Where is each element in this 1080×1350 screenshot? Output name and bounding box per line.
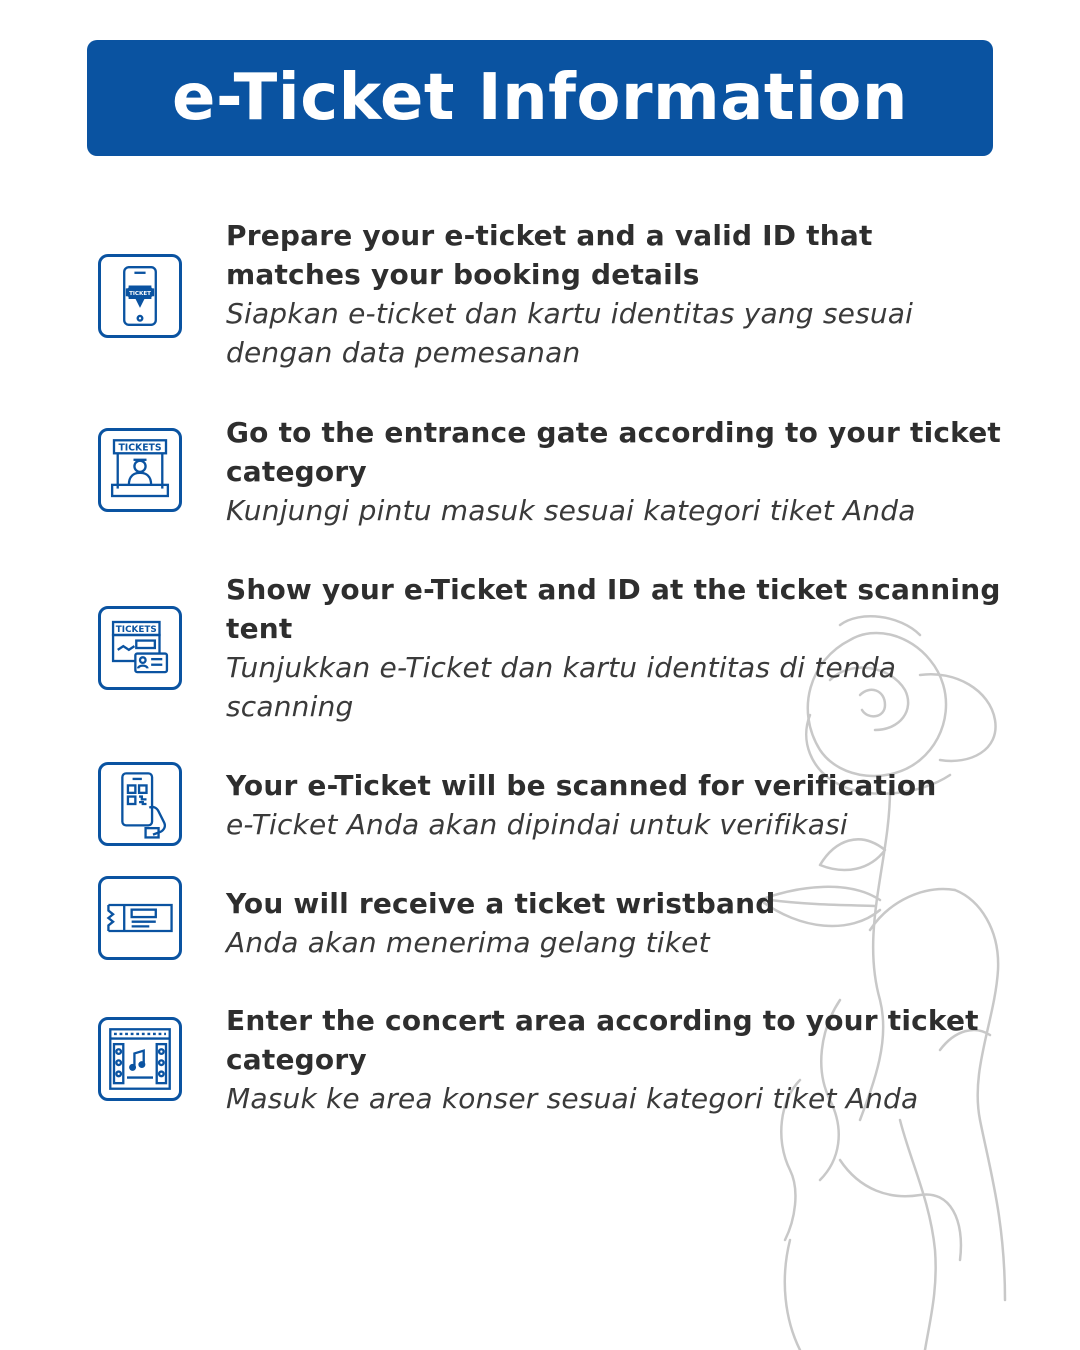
svg-text:TICKETS: TICKETS	[115, 625, 157, 636]
ticket-scanning-tent-icon	[98, 606, 182, 690]
page-title: e-Ticket Information	[172, 61, 908, 135]
step-translation: e-Ticket Anda akan dipindai untuk verifikasi	[226, 808, 848, 841]
step-title: Prepare your e-ticket and a valid ID that matches your booking details	[226, 219, 873, 291]
ticket-booth-icon	[98, 428, 182, 512]
step-translation: Kunjungi pintu masuk sesuai kategori tiket Anda	[226, 494, 916, 527]
concert-stage-icon	[98, 1017, 182, 1101]
qr-scan-phone-icon	[98, 762, 182, 846]
step-title: Enter the concert area according to your ticket category	[226, 1004, 979, 1076]
svg-text:TICKETS: TICKETS	[118, 442, 162, 454]
step-translation: Masuk ke area konser sesuai kategori tiket Anda	[226, 1082, 919, 1115]
wristband-ticket-icon	[98, 876, 182, 960]
step-title: Go to the entrance gate according to your ticket category	[226, 416, 1002, 488]
step-translation: Anda akan menerima gelang tiket	[226, 926, 710, 959]
svg-text:TICKET: TICKET	[129, 291, 151, 298]
step-title: You will receive a ticket wristband	[226, 887, 776, 920]
step-translation: Tunjukkan e-Ticket dan kartu identitas di tenda scanning	[226, 651, 897, 723]
title-banner	[87, 40, 993, 156]
step-translation: Siapkan e-ticket dan kartu identitas yang sesuai dengan data pemesanan	[226, 297, 914, 369]
step-title: Your e-Ticket will be scanned for verification	[226, 769, 937, 802]
phone-ticket-icon	[98, 254, 182, 338]
step-title: Show your e-Ticket and ID at the ticket scanning tent	[226, 573, 1001, 645]
